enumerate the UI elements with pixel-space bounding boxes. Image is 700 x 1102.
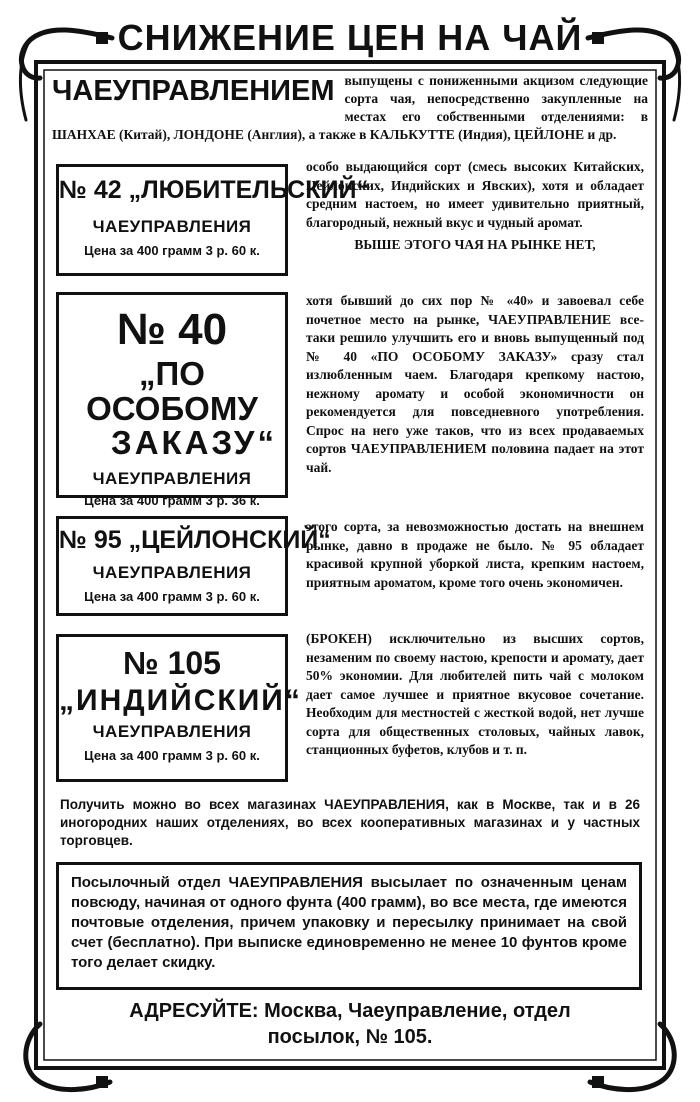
headline: СНИЖЕНИЕ ЦЕН НА ЧАЙ: [117, 17, 583, 58]
description-text: особо выдающийся сорт (смесь высоких Китайских, Цейлонских, Индийских и Явских), хотя и обладает средним настоем, но имеет удивительно приятный, благородный, нежный вкус и чудный аромат.: [306, 159, 644, 230]
description-emphasis: ВЫШЕ ЭТОГО ЧАЯ НА РЫНКЕ НЕТ,: [354, 237, 596, 252]
product-description-42: [306, 158, 644, 255]
product-price: Цена за 400 грамм 3 р. 60 к.: [84, 589, 260, 605]
address-line-2: посылок, № 105.: [267, 1026, 433, 1048]
product-name: № 42 „ЛЮБИТЕЛЬСКИЙ“: [59, 176, 369, 204]
product-price: Цена за 400 грамм 3 р. 60 к.: [84, 748, 260, 764]
product-name-line1: „ПО ОСОБОМУ: [86, 355, 258, 427]
product-number: № 105: [123, 645, 221, 681]
product-description-105: (БРОКЕН) исключительно из высших сортов, незаменим по своему настою, крепости и аромату, дает 50% экономии. Для любителей пить чай с молоком дает самое лучшее и приятное вкусовое сочетание. Необходим для местностей с жесткой водой, нет лучше сорта для общественных столовых, чайных лавок, станционных буфетов, клубов и т. п.: [306, 631, 644, 757]
product-manager: ЧАЕУПРАВЛЕНИЯ: [92, 469, 252, 489]
product-description-40: хотя бывший до сих пор № «40» и завоевал себе почетное место на рынке, ЧАЕУПРАВЛЕНИЕ все-таки решило улучшить его и вновь выпущенный под № 40 «ПО ОСОБОМУ ЗАКАЗУ» сразу стал излюбленным чаем. Благодаря крепкому настою, нежному аромату и особой экономичности он рекомендуется для повседневного употребления. Спрос на него уже таков, что из всех продаваемых сортов ЧАЕУПРАВЛЕНИЕМ половина падает на этот чай.: [306, 293, 644, 475]
product-box-105: [56, 634, 302, 782]
product-name: „ИНДИЙСКИЙ“: [59, 683, 302, 717]
product-name: № 95 „ЦЕЙЛОНСКИЙ“: [59, 526, 331, 554]
address-block: [60, 998, 640, 1050]
mail-order-box: Посылочный отдел ЧАЕУПРАВЛЕНИЯ высылает по означенным ценам повсюду, начиная от одного фунта (400 грамм), во все места, где имеются почтовые отделения, причем упаковку и пересылку принимает на свой счет (бесплатно). При выписке единовременно не менее 10 фунтов кроме того делает скидку.: [56, 862, 642, 990]
product-price: Цена за 400 грамм 3 р. 60 к.: [84, 243, 260, 259]
intro-lead: ЧАЕУПРАВЛЕНИЕМ: [52, 75, 335, 107]
availability-notice: Получить можно во всех магазинах ЧАЕУПРАВЛЕНИЯ, как в Москве, так и в 26 иногородних наших отделениях, во всех кооперативных магазинах и у частных торговцев.: [60, 797, 640, 848]
product-number: № 40: [116, 305, 228, 354]
intro-text: выпущены с пониженными акцизом следующие сорта чая, непосредственно закупленные на местах его собственными отделениями: в ШАНХАЕ (Китай), ЛОНДОНЕ (Англия), а также в КАЛЬКУТТЕ (Индия), ЦЕЙЛОНЕ и др.: [52, 73, 648, 142]
product-manager: ЧАЕУПРАВЛЕНИЯ: [92, 217, 252, 237]
product-price: Цена за 400 грамм 3 р. 36 к.: [84, 493, 260, 509]
product-description-95: этого сорта, за невозможностью достать на внешнем рынке, давно в продаже не было. № 95 обладает красивой крупной уборкой листа, крепким настоем, приятным ароматом, кроме того очень экономичен.: [306, 519, 644, 590]
product-box-40: [56, 292, 288, 509]
product-manager: ЧАЕУПРАВЛЕНИЯ: [92, 722, 252, 742]
product-name-line2: ЗАКАЗУ“: [111, 424, 277, 462]
address-line-1: АДРЕСУЙТЕ: Москва, Чаеуправление, отдел: [129, 1000, 571, 1022]
product-box-42: [56, 164, 369, 276]
intro-paragraph: [52, 72, 648, 144]
product-manager: ЧАЕУПРАВЛЕНИЯ: [92, 563, 252, 583]
product-box-95: [56, 516, 331, 616]
